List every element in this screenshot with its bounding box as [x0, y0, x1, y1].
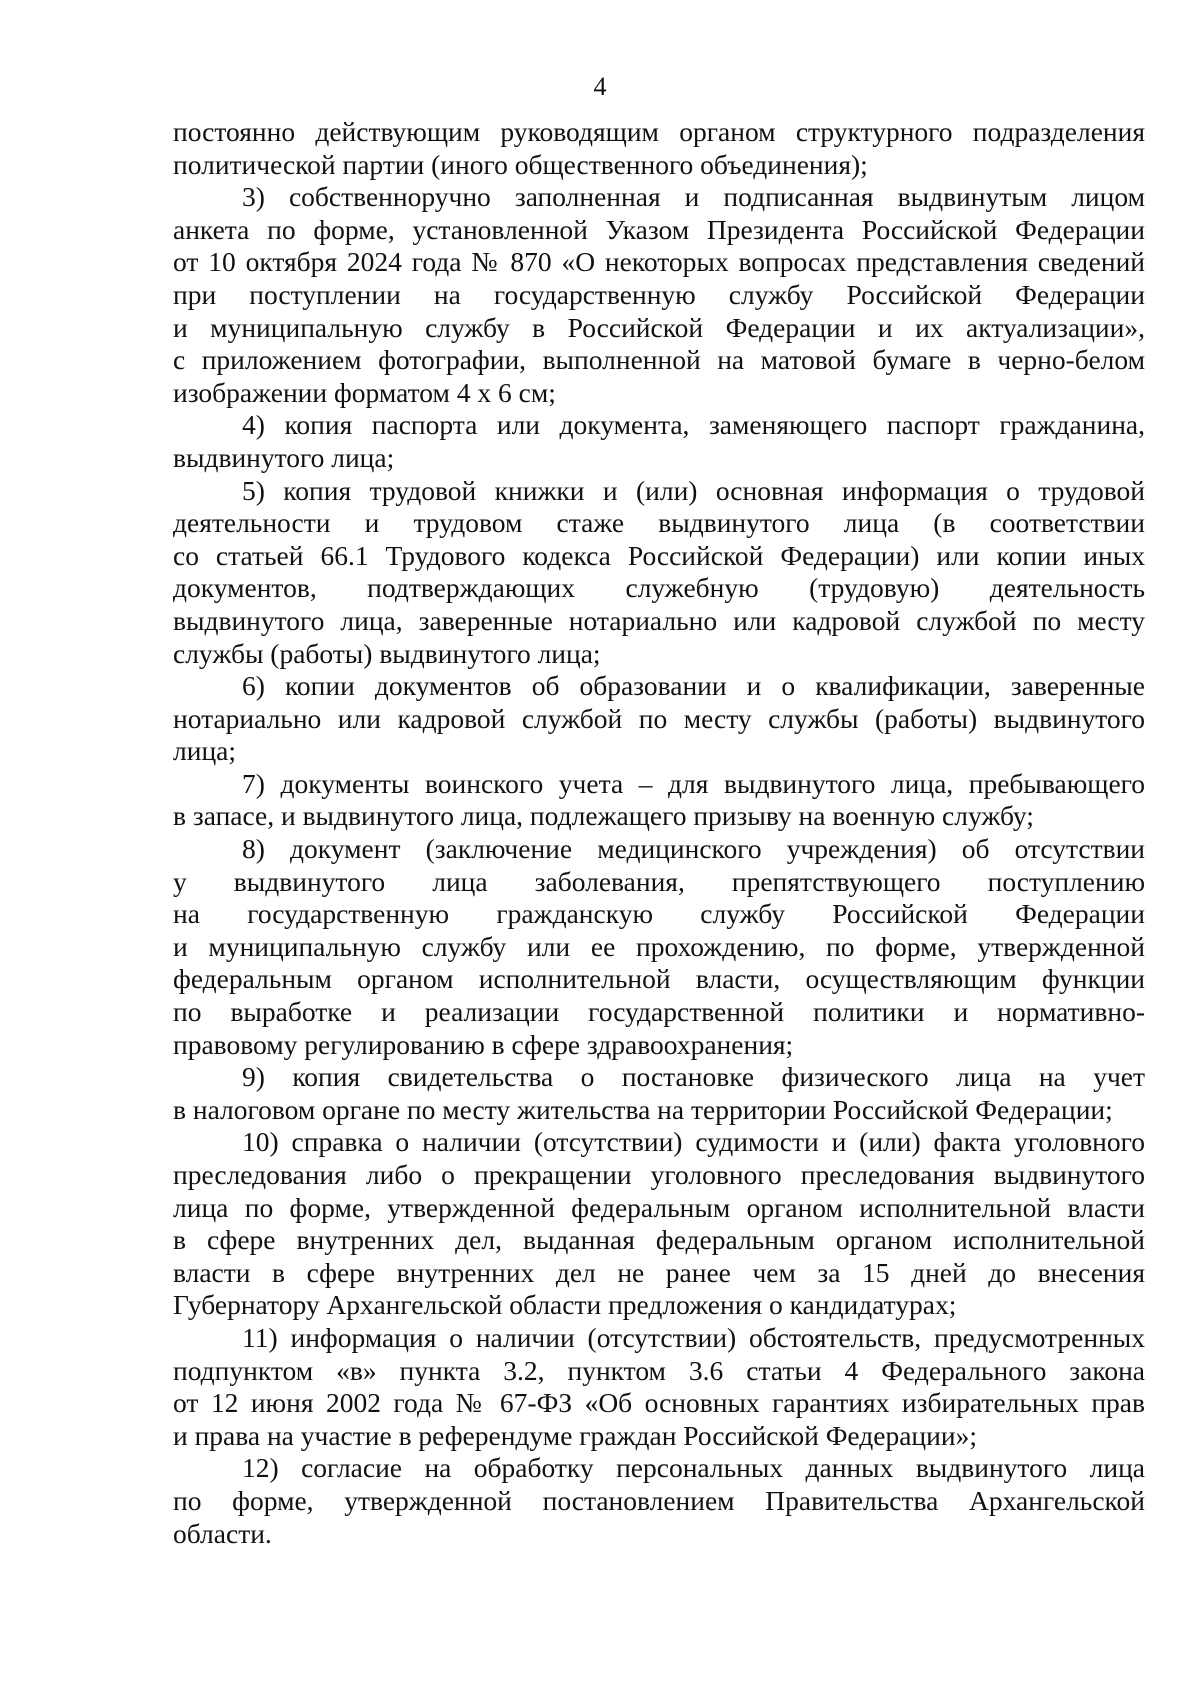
- text-line: Губернатору Архангельской области предложения о кандидатурах;: [173, 1289, 957, 1321]
- paragraph-item-6: [173, 670, 1145, 768]
- text-line: с приложением фотографии, выполненной на матовой бумаге в черно-белом: [173, 344, 1145, 376]
- text-line: 5) копия трудовой книжки и (или) основная информация о трудовой: [242, 474, 1145, 506]
- text-line: выдвинутого лица, заверенные нотариально или кадровой службой по месту: [173, 604, 1145, 636]
- text-line: у выдвинутого лица заболевания, препятствующего поступлению: [173, 865, 1145, 897]
- text-line: со статьей 66.1 Трудового кодекса Российской Федерации) или копии иных: [173, 539, 1145, 571]
- text-line: области.: [173, 1517, 272, 1549]
- text-line: по выработке и реализации государственной политики и нормативно-: [173, 996, 1145, 1028]
- paragraph-item-5: [173, 475, 1145, 671]
- text-line: постоянно действующим руководящим органом структурного подразделения: [173, 116, 1145, 147]
- text-line: деятельности и трудовом стаже выдвинутого лица (в соответствии: [173, 507, 1145, 539]
- text-line: документов, подтверждающих служебную (трудовую) деятельность: [173, 572, 1145, 604]
- paragraph-item-10: [173, 1126, 1145, 1322]
- text-line: нотариально или кадровой службой по месту службы (работы) выдвинутого: [173, 702, 1145, 734]
- text-line: на государственную гражданскую службу Российской Федерации: [173, 898, 1145, 930]
- text-line: и муниципальную службу или ее прохождению, по форме, утвержденной: [173, 930, 1145, 962]
- paragraph-continuation: [173, 116, 1145, 181]
- text-line: 6) копии документов об образовании и о квалификации, заверенные: [242, 670, 1145, 702]
- text-line: и муниципальную службу в Российской Федерации и их актуализации»,: [173, 311, 1145, 343]
- text-line: правовому регулированию в сфере здравоохранения;: [173, 1028, 794, 1060]
- text-line: 3) собственноручно заполненная и подписанная выдвинутым лицом: [242, 181, 1145, 213]
- page-number: 4: [593, 72, 607, 101]
- paragraph-item-4: [173, 409, 1145, 474]
- text-line: 11) информация о наличии (отсутствии) обстоятельств, предусмотренных: [242, 1321, 1145, 1353]
- text-line: и права на участие в референдуме граждан Российской Федерации»;: [173, 1419, 977, 1451]
- text-line: 10) справка о наличии (отсутствии) судимости и (или) факта уголовного: [242, 1126, 1145, 1158]
- paragraph-item-3: [173, 181, 1145, 409]
- text-line: в сфере внутренних дел, выданная федеральным органом исполнительной: [173, 1224, 1145, 1256]
- text-line: выдвинутого лица;: [173, 441, 395, 473]
- text-line: в запасе, и выдвинутого лица, подлежащего призыву на военную службу;: [173, 800, 1034, 832]
- text-line: в налоговом органе по месту жительства на территории Российской Федерации;: [173, 1093, 1113, 1125]
- text-line: по форме, утвержденной постановлением Правительства Архангельской: [173, 1484, 1145, 1516]
- text-line: 8) документ (заключение медицинского учреждения) об отсутствии: [242, 833, 1145, 865]
- paragraph-item-12: [173, 1452, 1145, 1550]
- text-line: подпунктом «в» пункта 3.2, пунктом 3.6 статьи 4 Федерального закона: [173, 1354, 1145, 1386]
- paragraph-item-11: [173, 1322, 1145, 1452]
- paragraph-item-7: [173, 768, 1145, 833]
- text-line: лица по форме, утвержденной федеральным органом исполнительной власти: [173, 1191, 1145, 1223]
- text-line: лица;: [173, 735, 237, 767]
- text-line: изображении форматом 4 х 6 см;: [173, 376, 556, 408]
- text-line: службы (работы) выдвинутого лица;: [173, 637, 601, 669]
- text-line: федеральным органом исполнительной власти, осуществляющим функции: [173, 963, 1145, 995]
- text-line: от 10 октября 2024 года № 870 «О некоторых вопросах представления сведений: [173, 246, 1145, 278]
- text-line: политической партии (иного общественного объединения);: [173, 148, 868, 180]
- text-line: анкета по форме, установленной Указом Президента Российской Федерации: [173, 213, 1145, 245]
- text-line: 9) копия свидетельства о постановке физического лица на учет: [242, 1061, 1145, 1093]
- text-line: 4) копия паспорта или документа, заменяющего паспорт гражданина,: [242, 409, 1145, 441]
- text-line: от 12 июня 2002 года № 67-ФЗ «Об основных гарантиях избирательных прав: [173, 1387, 1145, 1419]
- paragraph-item-9: [173, 1061, 1145, 1126]
- text-line: преследования либо о прекращении уголовного преследования выдвинутого: [173, 1159, 1145, 1190]
- text-line: 12) согласие на обработку персональных данных выдвинутого лица: [242, 1452, 1145, 1484]
- text-line: 7) документы воинского учета – для выдвинутого лица, пребывающего: [242, 767, 1145, 799]
- text-line: власти в сфере внутренних дел не ранее чем за 15 дней до внесения: [173, 1256, 1145, 1288]
- text-line: при поступлении на государственную службу Российской Федерации: [173, 278, 1145, 310]
- paragraph-item-8: [173, 833, 1145, 1061]
- document-text: [173, 116, 1145, 1550]
